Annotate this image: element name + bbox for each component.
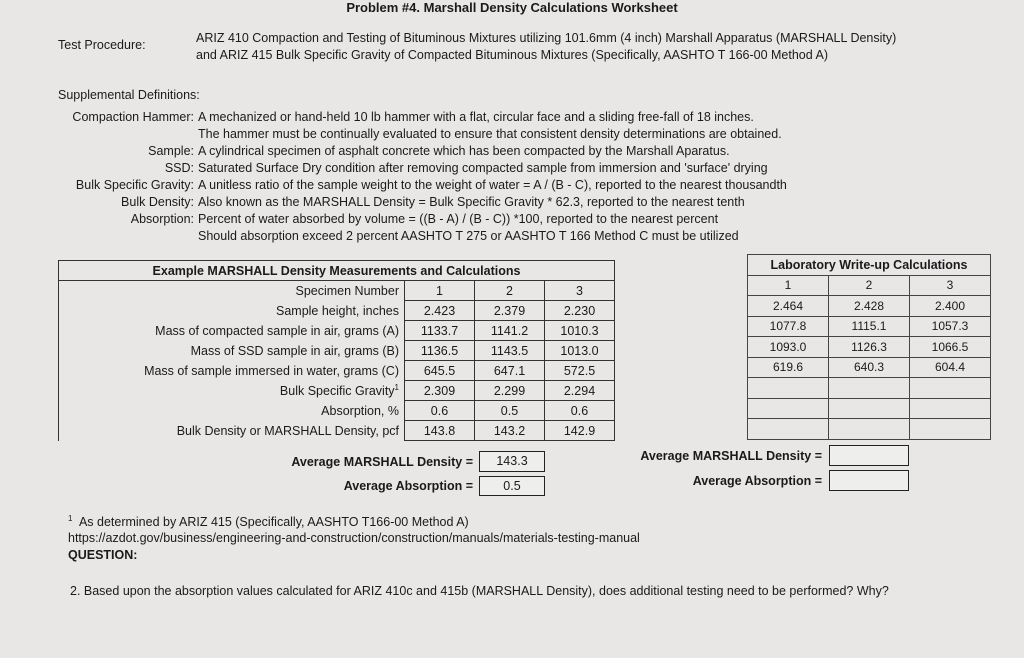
lab-table-cell[interactable] (910, 378, 991, 399)
lab-table-cell[interactable]: 1077.8 (748, 316, 829, 337)
lab-table-cell[interactable]: 640.3 (829, 357, 910, 378)
row-label-text: Mass of sample immersed in water, grams (C) (144, 363, 399, 378)
lab-table-cell[interactable] (910, 419, 991, 440)
table-cell: 0.6 (545, 401, 615, 421)
row-label-text: Bulk Density or MARSHALL Density, pcf (176, 423, 399, 438)
table-row (748, 275, 991, 296)
table-row (59, 401, 615, 421)
lab-avg-absorption-input[interactable] (829, 470, 909, 491)
lab-table-cell[interactable]: 3 (910, 275, 991, 296)
table-row (748, 357, 991, 378)
lab-table-cell[interactable] (829, 419, 910, 440)
definition-term: Bulk Density: (121, 195, 194, 209)
lab-table-cell[interactable]: 1066.5 (910, 337, 991, 358)
test-procedure-label: Test Procedure: (58, 38, 146, 52)
lab-avg-absorption-label: Average Absorption = (692, 474, 822, 488)
lab-table-cell[interactable] (748, 378, 829, 399)
lab-avg-density-input[interactable] (829, 445, 909, 466)
example-table (58, 260, 615, 441)
lab-table-cell[interactable]: 1057.3 (910, 316, 991, 337)
table-cell: 0.5 (475, 401, 545, 421)
lab-table-cell[interactable] (910, 398, 991, 419)
definitions-heading: Supplemental Definitions: (58, 88, 200, 102)
definition-term: SSD: (164, 161, 194, 175)
definition-text: Saturated Surface Dry condition after removing compacted sample from immersion and 'surface' drying (198, 161, 768, 175)
lab-table-cell[interactable]: 2.400 (910, 296, 991, 317)
footnote-ref: 1 (394, 382, 399, 392)
lab-table-title: Laboratory Write-up Calculations (748, 255, 991, 276)
table-cell: 2.309 (405, 381, 475, 401)
row-label (59, 421, 405, 441)
table-cell: 1013.0 (545, 341, 615, 361)
table-row (748, 419, 991, 440)
definition-text: A unitless ratio of the sample weight to the weight of water = A / (B - C), reported to the nearest thousandth (198, 178, 787, 192)
table-cell: 0.6 (405, 401, 475, 421)
table-cell: 572.5 (545, 361, 615, 381)
definition-term: Compaction Hammer: (72, 110, 194, 124)
row-label (59, 321, 405, 341)
table-cell: 2.379 (475, 301, 545, 321)
lab-table-cell[interactable]: 2 (829, 275, 910, 296)
table-row (748, 398, 991, 419)
lab-table-cell[interactable]: 1 (748, 275, 829, 296)
lab-table-cell[interactable] (829, 378, 910, 399)
page-title: Problem #4. Marshall Density Calculations Worksheet (346, 0, 678, 15)
table-row (59, 341, 615, 361)
question-text: 2. Based upon the absorption values calculated for ARIZ 410c and 415b (MARSHALL Density), does additional testing need to be performed? Why? (70, 584, 889, 598)
definition-text: The hammer must be continually evaluated to ensure that consistent density determinations are obtained. (198, 127, 782, 141)
lab-table-cell[interactable]: 1126.3 (829, 337, 910, 358)
row-label-text: Absorption, % (321, 403, 399, 418)
lab-table-cell[interactable]: 2.464 (748, 296, 829, 317)
lab-table-cell[interactable]: 2.428 (829, 296, 910, 317)
table-row (59, 361, 615, 381)
table-cell: 1143.5 (475, 341, 545, 361)
lab-table (747, 254, 991, 440)
row-label-text: Specimen Number (295, 283, 399, 298)
row-label (59, 341, 405, 361)
footnote-text: As determined by ARIZ 415 (Specifically, AASHTO T166-00 Method A) (78, 515, 469, 530)
table-cell: 647.1 (475, 361, 545, 381)
row-label-text: Sample height, inches (276, 303, 399, 318)
table-cell: 142.9 (545, 421, 615, 441)
lab-table-cell[interactable]: 1115.1 (829, 316, 910, 337)
definition-text: A mechanized or hand-held 10 lb hammer with a flat, circular face and a sliding free-fall of 18 inches. (198, 110, 754, 124)
table-row (59, 321, 615, 341)
lab-table-cell[interactable] (748, 398, 829, 419)
footnote (68, 514, 469, 529)
row-label-text: Mass of compacted sample in air, grams (A) (155, 323, 399, 338)
table-row (59, 301, 615, 321)
row-label (59, 361, 405, 381)
table-cell: 2.299 (475, 381, 545, 401)
table-row (59, 381, 615, 401)
example-table-title: Example MARSHALL Density Measurements and Calculations (59, 261, 615, 281)
definition-text: A cylindrical specimen of asphalt concrete which has been compacted by the Marshall Aparatus. (198, 144, 730, 158)
row-label (59, 401, 405, 421)
lab-table-cell[interactable] (829, 398, 910, 419)
table-cell: 2.230 (545, 301, 615, 321)
definition-text: Also known as the MARSHALL Density = Bulk Specific Gravity * 62.3, reported to the nearest tenth (198, 195, 745, 209)
table-row (748, 378, 991, 399)
example-avg-absorption-value: 0.5 (479, 476, 545, 496)
table-cell: 1136.5 (405, 341, 475, 361)
row-label-text: Bulk Specific Gravity (279, 384, 395, 399)
table-cell: 2 (475, 281, 545, 301)
table-row (59, 281, 615, 301)
definition-term: Absorption: (130, 212, 194, 226)
lab-table-cell[interactable]: 619.6 (748, 357, 829, 378)
footnote-marker: 1 (68, 514, 73, 523)
table-cell: 2.294 (545, 381, 615, 401)
table-cell: 2.423 (405, 301, 475, 321)
definition-text: Percent of water absorbed by volume = ((B - A) / (B - C)) *100, reported to the nearest percent (198, 212, 719, 226)
table-cell: 1141.2 (475, 321, 545, 341)
footnote-url[interactable]: https://azdot.gov/business/engineering-and-construction/construction/manuals/materials-testing-manual (68, 531, 640, 545)
table-cell: 645.5 (405, 361, 475, 381)
definition-term: Bulk Specific Gravity: (75, 178, 194, 192)
table-cell: 1010.3 (545, 321, 615, 341)
definition-text: Should absorption exceed 2 percent AASHTO T 275 or AASHTO T 166 Method C must be utilized (198, 229, 739, 243)
table-cell: 143.8 (405, 421, 475, 441)
table-row (748, 296, 991, 317)
example-avg-density-value: 143.3 (479, 451, 545, 472)
lab-avg-density-label: Average MARSHALL Density = (640, 449, 822, 463)
row-label (59, 281, 405, 301)
table-cell: 1 (405, 281, 475, 301)
table-cell: 3 (545, 281, 615, 301)
table-row (748, 337, 991, 358)
lab-table-cell[interactable]: 1093.0 (748, 337, 829, 358)
table-row (748, 316, 991, 337)
lab-table-cell[interactable] (748, 419, 829, 440)
test-procedure-line-1: ARIZ 410 Compaction and Testing of Bituminous Mixtures utilizing 101.6mm (4 inch) Marshall Apparatus (MARSHALL Density) (196, 31, 897, 45)
table-cell: 1133.7 (405, 321, 475, 341)
test-procedure-line-2: and ARIZ 415 Bulk Specific Gravity of Compacted Bituminous Mixtures (Specifically, AASHTO T 166-00 Method A) (196, 48, 828, 62)
question-heading: QUESTION: (68, 548, 138, 562)
row-label-text: Mass of SSD sample in air, grams (B) (190, 343, 399, 358)
table-cell: 143.2 (475, 421, 545, 441)
row-label (59, 301, 405, 321)
lab-table-cell[interactable]: 604.4 (910, 357, 991, 378)
row-label (59, 381, 405, 401)
table-row (59, 421, 615, 441)
example-avg-absorption-label: Average Absorption = (343, 479, 473, 493)
definition-term: Sample: (148, 144, 194, 158)
example-avg-density-label: Average MARSHALL Density = (291, 455, 473, 469)
